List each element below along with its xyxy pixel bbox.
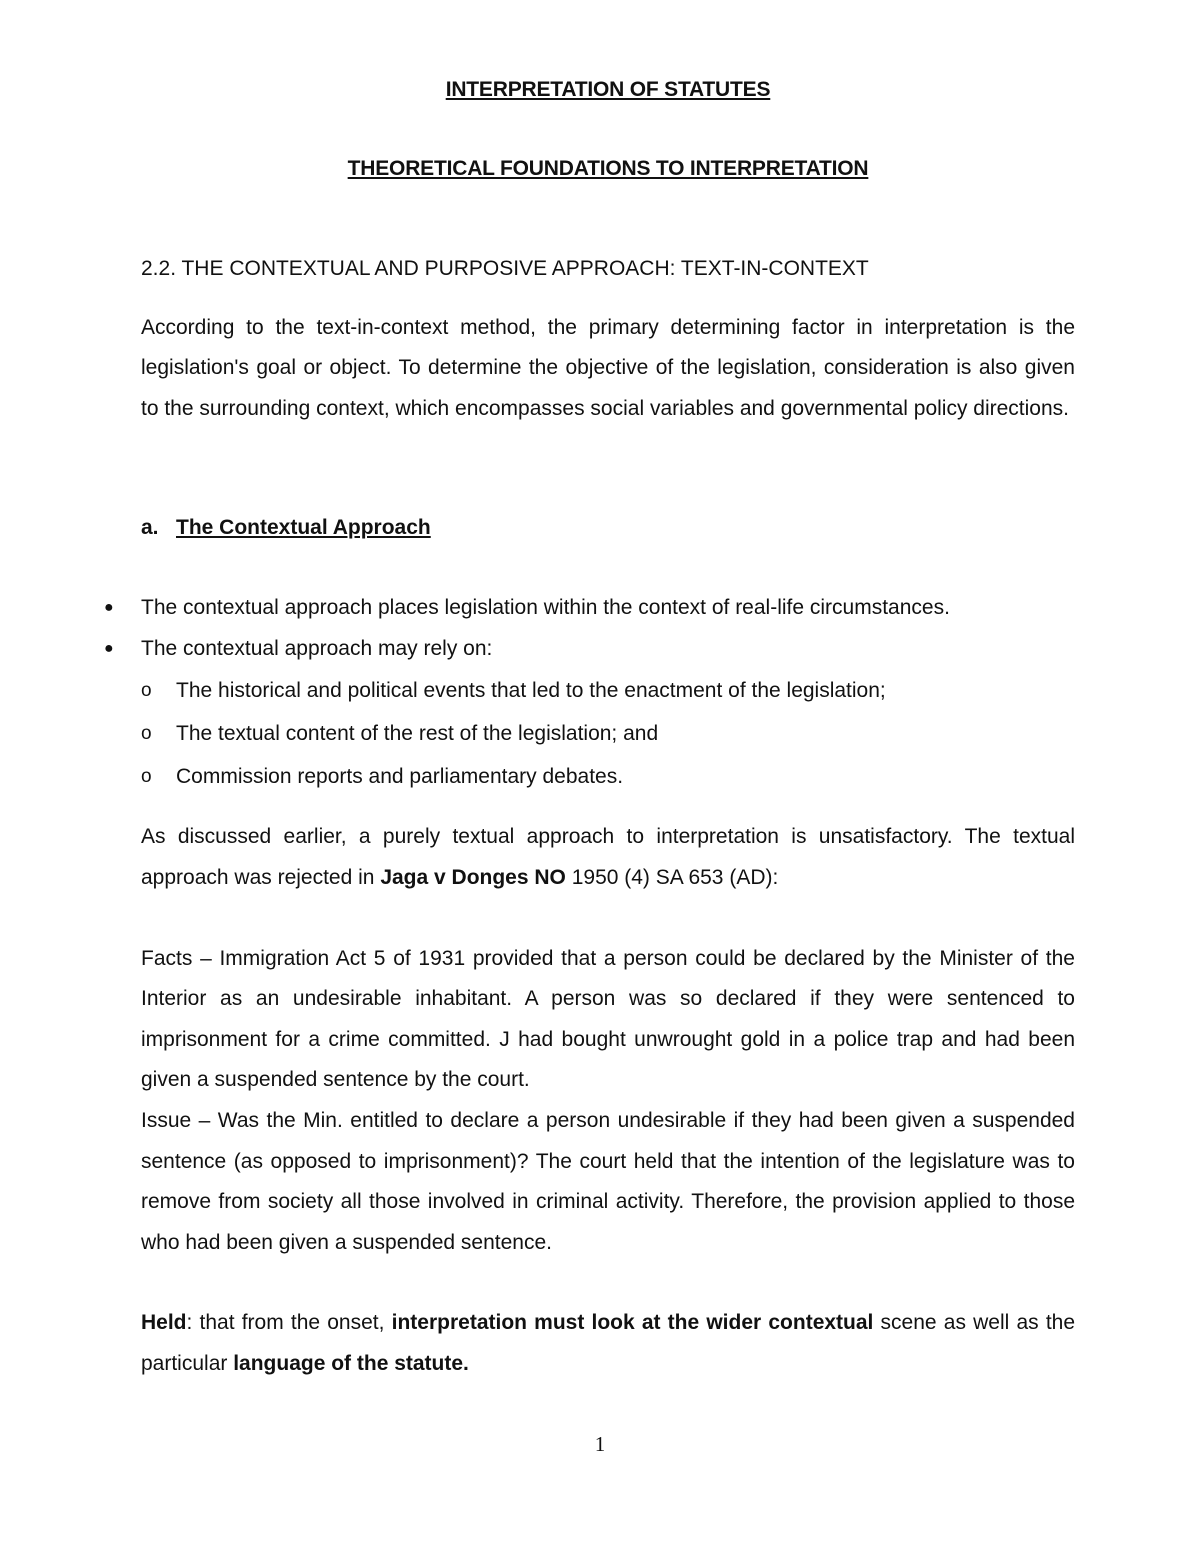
held-emphasis: language of the statute. bbox=[233, 1351, 469, 1375]
bullet-icon: ● bbox=[104, 599, 114, 617]
bullet-list bbox=[104, 588, 1075, 798]
issue-paragraph: Issue – Was the Min. entitled to declare a person undesirable if they had been given a suspended sentence (as opposed to imprisonment)? The court held that the intention of the legislature was to remove from society all those involved in criminal activity. Therefore, the provision applied to those who had been given a suspended sentence. bbox=[141, 1108, 1075, 1254]
held-label: Held bbox=[141, 1311, 187, 1335]
held-text: : that from the onset, bbox=[186, 1311, 392, 1335]
subheading-text: The Contextual Approach bbox=[176, 515, 431, 539]
section-heading: 2.2. THE CONTEXTUAL AND PURPOSIVE APPROACH: TEXT-IN-CONTEXT bbox=[141, 257, 869, 281]
circle-bullet-icon: o bbox=[141, 766, 152, 788]
case-citation: 1950 (4) SA 653 (AD): bbox=[565, 865, 779, 889]
document-title: INTERPRETATION OF STATUTES bbox=[445, 78, 771, 101]
bullet-text: The contextual approach places legislation within the context of real-life circumstances. bbox=[141, 596, 950, 620]
circle-bullet-icon: o bbox=[141, 723, 152, 745]
list-item bbox=[104, 629, 1075, 799]
document-body bbox=[104, 70, 1076, 1384]
list-item bbox=[141, 712, 1075, 755]
discussion-text: As discussed earlier, a purely textual approach to interpretation is unsatisfactory. The textual approach was rejected in bbox=[141, 825, 1075, 889]
subheading bbox=[141, 508, 1075, 549]
list-item bbox=[141, 669, 1075, 712]
bullet-text: The contextual approach may rely on: bbox=[141, 636, 493, 660]
bullet-icon: ● bbox=[104, 639, 114, 657]
subheading-label: a. bbox=[141, 515, 159, 539]
discussion-paragraph bbox=[141, 817, 1075, 898]
sub-bullet-text: The textual content of the rest of the legislation; and bbox=[176, 722, 659, 746]
sub-bullet-list bbox=[141, 669, 1075, 798]
held-emphasis: interpretation must look at the wider contextual bbox=[391, 1311, 874, 1335]
facts-paragraph: Facts – Immigration Act 5 of 1931 provided that a person could be declared by the Minister of the Interior as an undesirable inhabitant. A person was so declared if they were sentenced to imprisonment for a crime committed. J had bought unwrought gold in a police trap and had been given a suspended sentence by the court. bbox=[141, 946, 1075, 1092]
intro-paragraph: According to the text-in-context method, the primary determining factor in interpretation is the legislation's goal or object. To determine the objective of the legislation, consideration is also given to the surrounding context, which encompasses social variables and governmental policy directions. bbox=[141, 315, 1075, 420]
circle-bullet-icon: o bbox=[141, 680, 152, 702]
document-subtitle: THEORETICAL FOUNDATIONS TO INTERPRETATION bbox=[347, 156, 869, 180]
sub-bullet-text: Commission reports and parliamentary debates. bbox=[176, 765, 624, 789]
list-item bbox=[141, 755, 1075, 798]
page-number: 1 bbox=[594, 1432, 606, 1456]
sub-bullet-text: The historical and political events that led to the enactment of the legislation; bbox=[176, 679, 886, 703]
held-text: scene as well as the particular bbox=[141, 1311, 1076, 1375]
case-name: Jaga v Donges NO bbox=[380, 865, 566, 889]
list-item bbox=[104, 588, 1075, 629]
held-paragraph bbox=[141, 1303, 1075, 1384]
